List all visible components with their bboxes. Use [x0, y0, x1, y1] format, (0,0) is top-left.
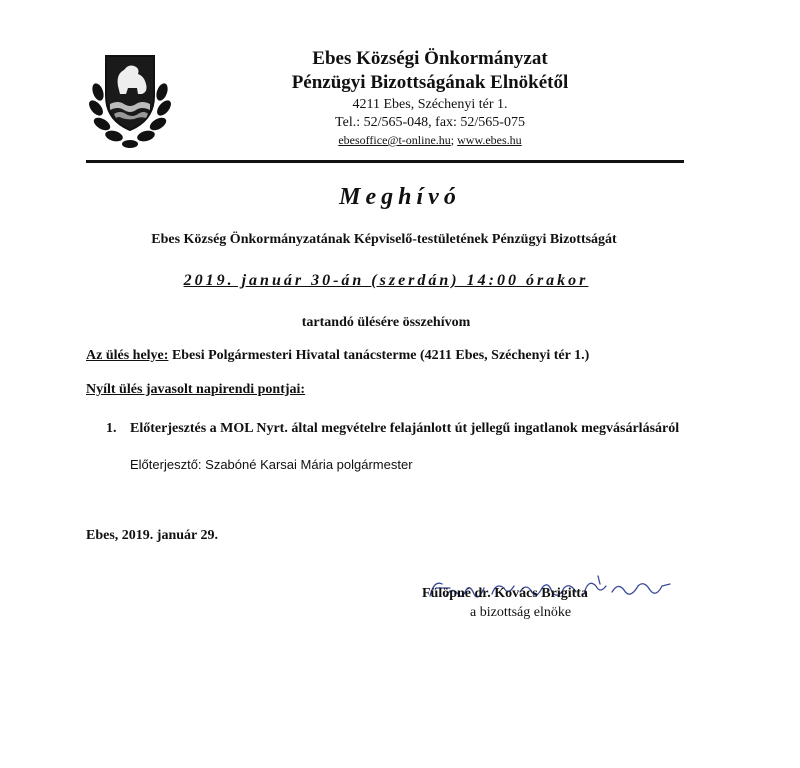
agenda-item-text: Előterjesztés a MOL Nyrt. által megvételre felajánlott út jellegű ingatlanok megvásárlásáról — [130, 421, 680, 436]
invite-line: tartandó ülésére összehívom — [301, 315, 471, 330]
signatory-role: a bizottság elnöke — [470, 605, 572, 620]
document-title: Meghívó — [339, 184, 461, 210]
contact-separator: ; — [450, 133, 455, 147]
location-label: Az ülés helye: — [86, 348, 169, 363]
agenda-heading: Nyílt ülés javasolt napirendi pontjai: — [86, 382, 306, 397]
addressee: Ebes Község Önkormányzatának Képviselő-testületének Pénzügyi Bizottságát — [151, 232, 617, 247]
agenda-item — [106, 420, 686, 476]
meeting-date-text: 2019. január 30-án (szerdán) 14:00 órakor — [183, 272, 589, 289]
municipal-crest-logo — [88, 52, 172, 152]
org-subtitle: Pénzügyi Bizottságának Elnökétől — [291, 72, 569, 93]
org-address: 4211 Ebes, Széchenyi tér 1. — [352, 97, 508, 112]
org-phone-fax: Tel.: 52/565-048, fax: 52/565-075 — [335, 115, 525, 130]
agenda-item-number: 1. — [106, 421, 117, 436]
website-link[interactable]: www.ebes.hu — [457, 133, 522, 147]
location-line — [86, 348, 589, 364]
meeting-date — [0, 272, 772, 290]
header-divider — [86, 160, 684, 163]
contact-line — [240, 132, 620, 148]
place-date: Ebes, 2019. január 29. — [86, 528, 218, 543]
email-link[interactable]: ebesoffice@t-online.hu — [338, 133, 451, 147]
agenda-item-presenter: Előterjesztő: Szabóné Karsai Mária polgármester — [130, 457, 413, 472]
location-value: Ebesi Polgármesteri Hivatal tanácsterme (4211 Ebes, Széchenyi tér 1.) — [171, 348, 590, 363]
org-name: Ebes Községi Önkormányzat — [312, 48, 548, 69]
signatory-name: Fülöpné dr. Kovács Brigitta — [422, 586, 588, 601]
